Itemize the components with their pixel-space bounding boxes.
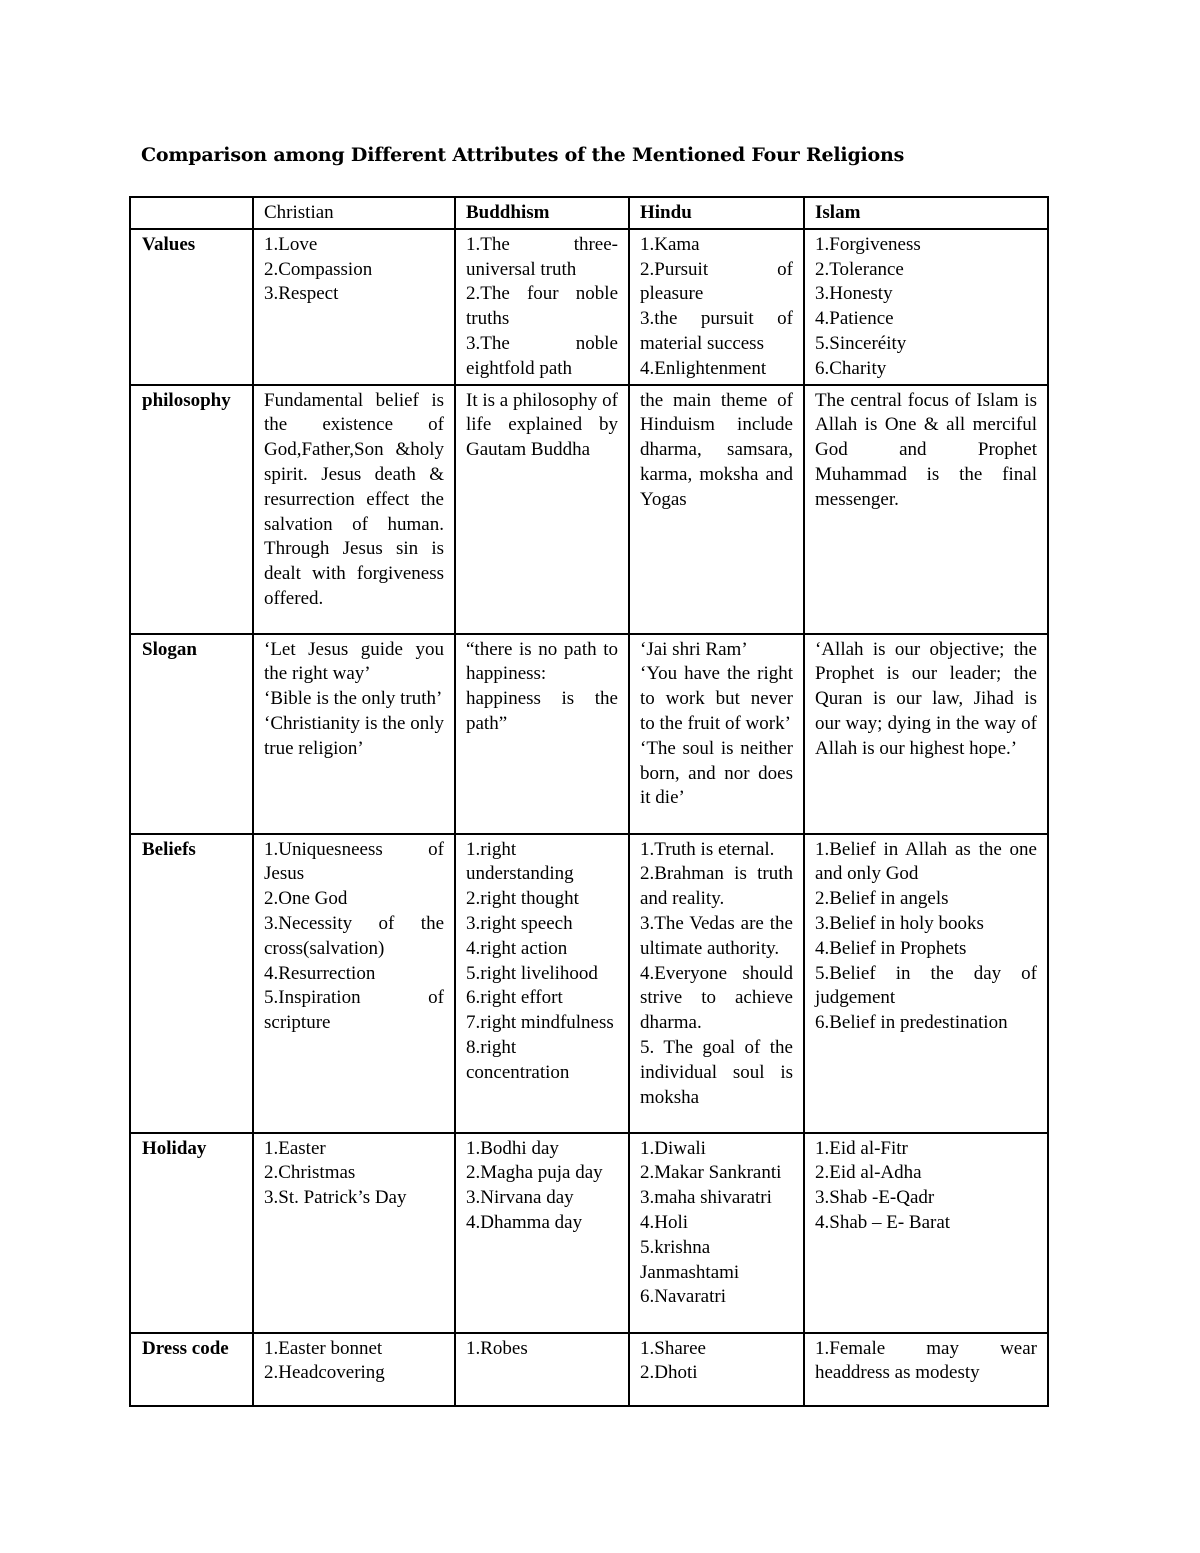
- cell-line: ‘Christianity is the only true religion’: [264, 712, 444, 759]
- table-row-values: [130, 229, 1048, 385]
- table-row-philosophy: [130, 385, 1048, 634]
- cell-philosophy-christian: [253, 385, 455, 634]
- cell-line: 5.Belief in the day of judgement: [815, 962, 1037, 1009]
- cell-line: ‘Let Jesus guide you the right way’: [264, 638, 444, 685]
- cell-line: 2.Tolerance: [815, 258, 904, 280]
- cell-dress-code-islam: [804, 1333, 1048, 1406]
- cell-line: ‘Jai shri Ram’: [640, 638, 748, 660]
- table-body: [130, 229, 1048, 1406]
- cell-holiday-buddhism: [455, 1133, 629, 1333]
- cell-values-islam: [804, 229, 1048, 385]
- cell-line: The central focus of Islam is Allah is One & all merciful God and Prophet Muhammad is the final messenger.: [815, 389, 1037, 510]
- cell-line: 3.Belief in holy books: [815, 912, 984, 934]
- cell-line: 3.maha shivaratri: [640, 1187, 772, 1209]
- cell-line: 2.Pursuit of pleasure: [640, 258, 793, 305]
- cell-line: 2.Belief in angels: [815, 888, 949, 910]
- cell-line: 1.Sharee: [640, 1337, 706, 1359]
- row-label-slogan: Slogan: [130, 634, 253, 834]
- cell-line: 1.Robes: [466, 1337, 528, 1359]
- cell-line: ‘Bible is the only truth’: [264, 688, 443, 710]
- cell-line: 5.Inspiration of scripture: [264, 987, 444, 1034]
- cell-line: 2.Brahman is truth and reality.: [640, 863, 793, 910]
- cell-slogan-buddhism: [455, 634, 629, 834]
- cell-line: It is a philosophy of life explained by Gautam Buddha: [466, 389, 618, 461]
- cell-line: 2.One God: [264, 888, 348, 910]
- cell-line: 5.Sinceréity: [815, 332, 907, 354]
- cell-holiday-islam: [804, 1133, 1048, 1333]
- cell-line: 6.Belief in predestination: [815, 1012, 1008, 1034]
- cell-line: 2.Makar Sankranti: [640, 1162, 782, 1184]
- cell-line: 7.right mindfulness: [466, 1012, 614, 1034]
- cell-line: 3.The Vedas are the ultimate authority.: [640, 912, 793, 959]
- cell-line: 1.Bodhi day: [466, 1137, 559, 1159]
- cell-line: 1.Easter: [264, 1137, 326, 1159]
- cell-line: 2.Dhoti: [640, 1362, 698, 1384]
- cell-line: 2.Christmas: [264, 1162, 356, 1184]
- cell-line: 3.the pursuit of material success: [640, 308, 793, 354]
- cell-line: 4.Shab – E- Barat: [815, 1211, 951, 1233]
- row-label-dress-code: Dress code: [130, 1333, 253, 1406]
- cell-philosophy-hindu: [629, 385, 804, 634]
- cell-line: 6.Navaratri: [640, 1286, 726, 1308]
- cell-philosophy-buddhism: [455, 385, 629, 634]
- cell-line: 6.Charity: [815, 357, 887, 379]
- cell-philosophy-islam: [804, 385, 1048, 634]
- cell-line: 4.Belief in Prophets: [815, 937, 967, 959]
- header-corner-cell: [130, 197, 253, 229]
- cell-values-christian: [253, 229, 455, 385]
- header-christian: Christian: [253, 197, 455, 229]
- cell-line: 8.right concentration: [466, 1036, 570, 1083]
- cell-line: 1.Eid al-Fitr: [815, 1137, 908, 1159]
- cell-line: 2.right thought: [466, 888, 579, 910]
- cell-line: ‘Allah is our objective; the Prophet is our leader; the Quran is our law, Jihad is our way; dying in the way of Allah is our highest hope.’: [815, 638, 1037, 759]
- header-row: [130, 197, 1048, 229]
- cell-line: 2.Eid al-Adha: [815, 1162, 922, 1184]
- cell-line: 3.St. Patrick’s Day: [264, 1187, 407, 1209]
- cell-line: 4.right action: [466, 937, 568, 959]
- cell-line: 4.Enlightenment: [640, 357, 767, 379]
- cell-line: 1.Diwali: [640, 1137, 706, 1159]
- cell-line: Fundamental belief is the existence of God,Father,Son &holy spirit. Jesus death & resurrection effect the salvation of human. Through Jesus sin is dealt with forgiveness offered.: [264, 389, 444, 609]
- cell-line: 1.Forgiveness: [815, 233, 921, 255]
- cell-slogan-christian: [253, 634, 455, 834]
- cell-slogan-hindu: [629, 634, 804, 834]
- cell-line: 1.right understanding: [466, 838, 574, 885]
- cell-line: 1.Easter bonnet: [264, 1337, 383, 1359]
- cell-line: 3.Nirvana day: [466, 1187, 574, 1209]
- cell-line: “there is no path to happiness: happiness is the path”: [466, 638, 618, 734]
- cell-line: 2.Compassion: [264, 258, 373, 280]
- cell-beliefs-christian: [253, 834, 455, 1133]
- table-row-slogan: [130, 634, 1048, 834]
- cell-line: 1.Love: [264, 233, 318, 255]
- header-islam: Islam: [804, 197, 1048, 229]
- cell-line: 3.Honesty: [815, 283, 893, 305]
- cell-holiday-christian: [253, 1133, 455, 1333]
- cell-beliefs-islam: [804, 834, 1048, 1133]
- cell-line: 1.Belief in Allah as the one and only God: [815, 838, 1037, 885]
- row-label-philosophy: philosophy: [130, 385, 253, 634]
- cell-line: 1.Kama: [640, 233, 700, 255]
- cell-dress-code-buddhism: [455, 1333, 629, 1406]
- cell-slogan-islam: [804, 634, 1048, 834]
- cell-line: 4.Patience: [815, 308, 894, 330]
- row-label-holiday: Holiday: [130, 1133, 253, 1333]
- cell-line: 4.Resurrection: [264, 962, 376, 984]
- row-label-values: Values: [130, 229, 253, 385]
- cell-line: 4.Dhamma day: [466, 1211, 583, 1233]
- cell-line: 2.Magha puja day: [466, 1162, 603, 1184]
- cell-line: 1.The three-universal truth: [466, 233, 618, 280]
- cell-line: 5.right livelihood: [466, 962, 598, 984]
- cell-line: 6.right effort: [466, 987, 563, 1009]
- comparison-table: [129, 196, 1049, 1407]
- cell-line: 4.Holi: [640, 1211, 689, 1233]
- cell-holiday-hindu: [629, 1133, 804, 1333]
- cell-line: 3.Necessity of the cross(salvation): [264, 912, 444, 959]
- cell-line: 1.Female may wear headdress as modesty: [815, 1337, 1037, 1384]
- cell-line: 3.right speech: [466, 912, 573, 934]
- cell-beliefs-buddhism: [455, 834, 629, 1133]
- cell-dress-code-christian: [253, 1333, 455, 1406]
- cell-line: the main theme of Hinduism include dharma, samsara, karma, moksha and Yogas: [640, 389, 793, 510]
- table-row-dress-code: [130, 1333, 1048, 1406]
- cell-line: 2.Headcovering: [264, 1362, 385, 1384]
- cell-line: 5.krishna Janmashtami: [640, 1236, 740, 1283]
- cell-line: 1.Uniquesneess of Jesus: [264, 838, 444, 885]
- cell-values-buddhism: [455, 229, 629, 385]
- cell-line: 3.Shab -E-Qadr: [815, 1187, 935, 1209]
- cell-line: 1.Truth is eternal.: [640, 838, 775, 860]
- table-row-beliefs: [130, 834, 1048, 1133]
- cell-line: ‘The soul is neither born, and nor does it die’: [640, 737, 793, 809]
- header-buddhism: Buddhism: [455, 197, 629, 229]
- cell-line: 3.The noble eightfold path: [466, 332, 618, 379]
- cell-line: ‘You have the right to work but never to the fruit of work’: [640, 663, 793, 734]
- cell-line: 3.Respect: [264, 283, 339, 305]
- table-row-holiday: [130, 1133, 1048, 1333]
- cell-dress-code-hindu: [629, 1333, 804, 1406]
- header-hindu: Hindu: [629, 197, 804, 229]
- cell-values-hindu: [629, 229, 804, 385]
- cell-line: 2.The four noble truths: [466, 283, 618, 330]
- row-label-beliefs: Beliefs: [130, 834, 253, 1133]
- cell-line: 4.Everyone should strive to achieve dharma.: [640, 962, 793, 1034]
- cell-line: 5. The goal of the individual soul is moksha: [640, 1036, 793, 1108]
- cell-beliefs-hindu: [629, 834, 804, 1133]
- document-title: Comparison among Different Attributes of the Mentioned Four Religions: [141, 144, 905, 166]
